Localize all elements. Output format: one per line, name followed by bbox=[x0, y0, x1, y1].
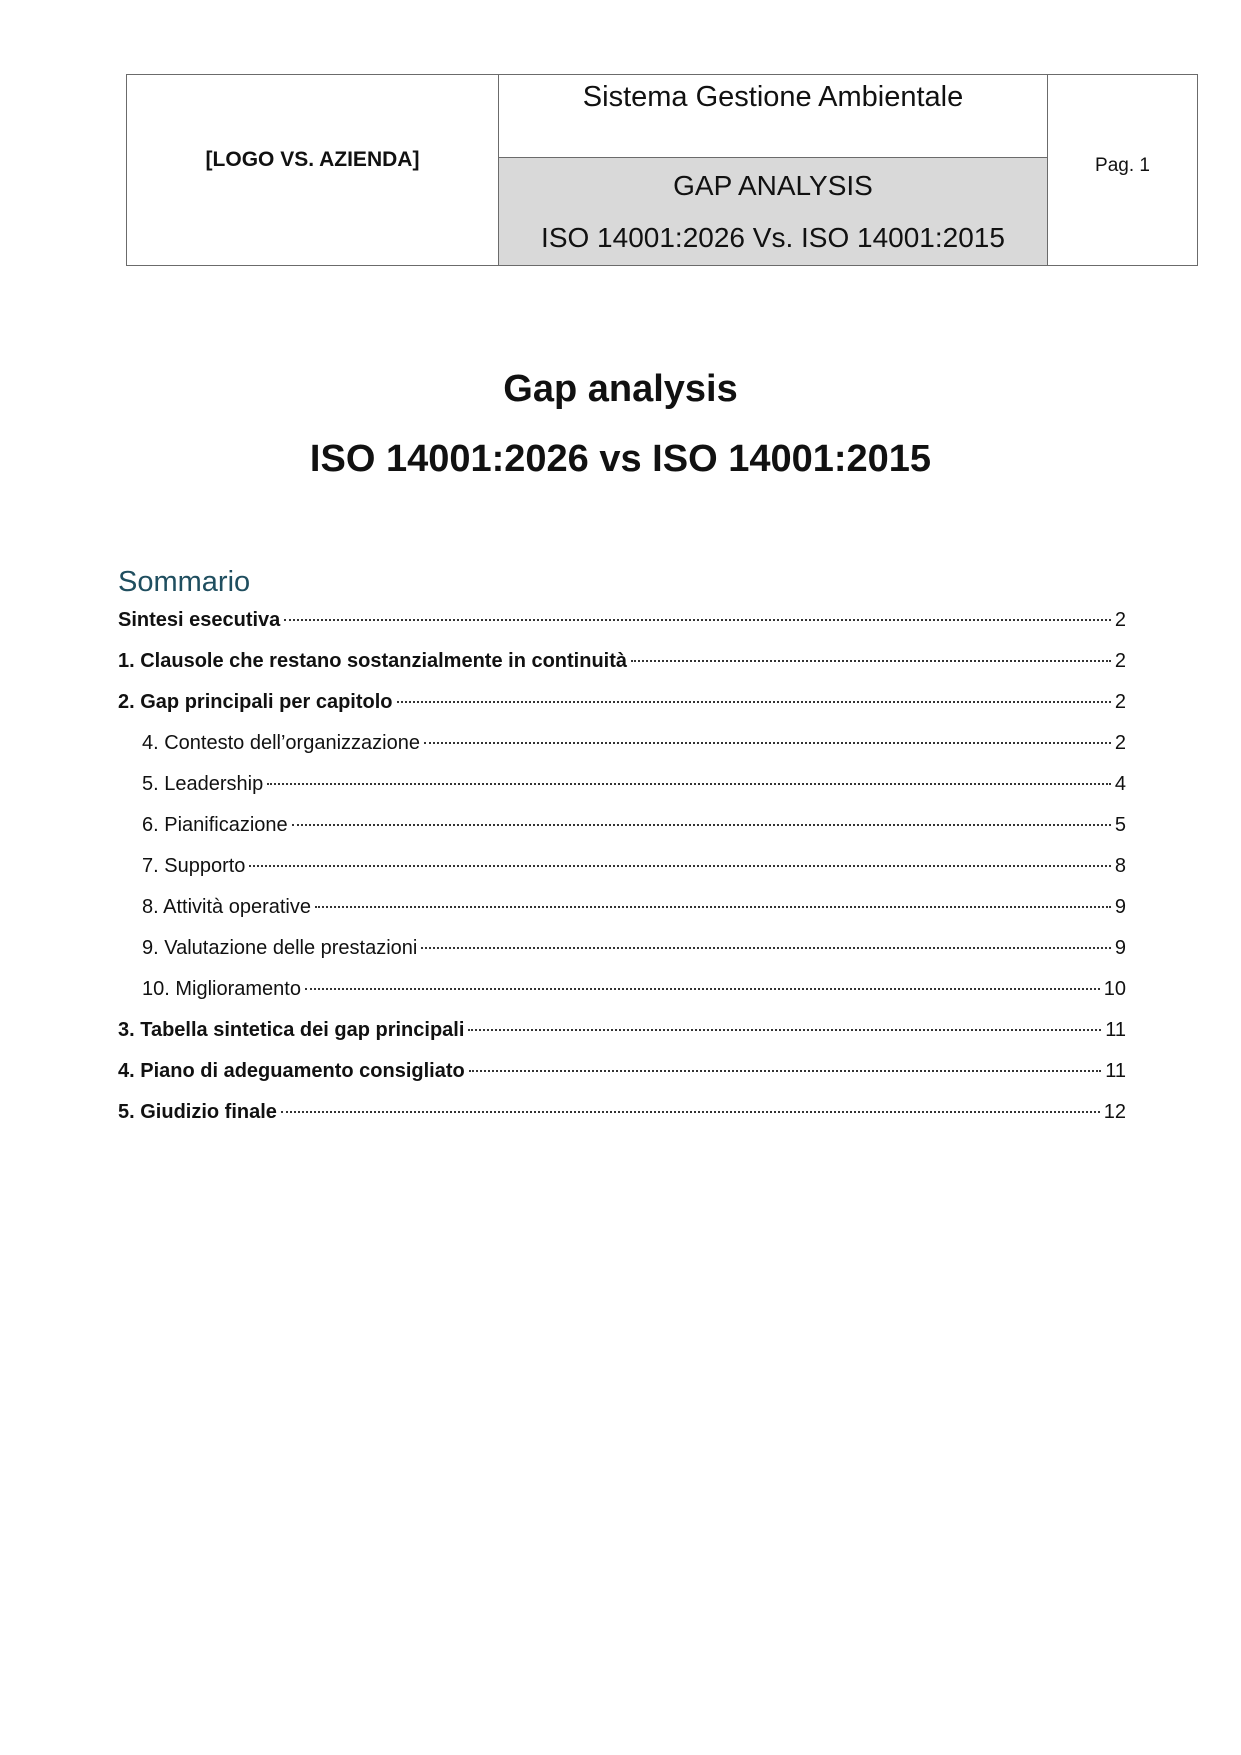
toc-entry-text: 4. Contesto dell’organizzazione bbox=[142, 732, 420, 754]
toc-entry-valutazione-prestazioni[interactable] bbox=[118, 936, 1126, 977]
page-number-cell bbox=[1048, 75, 1198, 266]
toc-entry-piano-adeguamento[interactable] bbox=[118, 1059, 1126, 1100]
toc-entry-text: 5. Giudizio finale bbox=[118, 1101, 277, 1123]
toc-leader-dots bbox=[249, 865, 1110, 867]
toc-leader-dots bbox=[397, 701, 1111, 703]
toc-entry-text: 6. Pianificazione bbox=[142, 814, 288, 836]
toc-entry-page: 9 bbox=[1114, 896, 1126, 918]
toc-entry-text: 2. Gap principali per capitolo bbox=[118, 691, 393, 713]
system-title-cell bbox=[499, 75, 1048, 158]
toc-entry-text: 7. Supporto bbox=[142, 855, 246, 877]
toc-entry-page: 9 bbox=[1114, 937, 1126, 959]
toc-leader-dots bbox=[305, 988, 1100, 990]
toc-entry-text: 1. Clausole che restano sostanzialmente in continuità bbox=[118, 650, 628, 672]
toc-entry-page: 2 bbox=[1114, 691, 1126, 713]
toc-entry-gap-principali[interactable] bbox=[118, 690, 1126, 731]
system-title: Sistema Gestione Ambientale bbox=[582, 81, 964, 113]
toc-leader-dots bbox=[284, 619, 1111, 621]
toc-entry-text: 5. Leadership bbox=[142, 773, 264, 795]
toc-leader-dots bbox=[281, 1111, 1100, 1113]
document-type: GAP ANALYSIS bbox=[673, 169, 873, 201]
toc-entry-supporto[interactable] bbox=[118, 854, 1126, 895]
document-type-cell bbox=[499, 158, 1048, 266]
toc-leader-dots bbox=[424, 742, 1111, 744]
toc-entry-page: 2 bbox=[1114, 609, 1126, 631]
toc-entry-page: 12 bbox=[1103, 1101, 1126, 1123]
toc-entry-text: 9. Valutazione delle prestazioni bbox=[142, 937, 418, 959]
toc-entry-page: 11 bbox=[1105, 1019, 1126, 1041]
toc-entry-contesto[interactable] bbox=[118, 731, 1126, 772]
toc-leader-dots bbox=[468, 1029, 1101, 1031]
table-of-contents bbox=[118, 608, 1126, 1141]
document-subject: ISO 14001:2026 Vs. ISO 14001:2015 bbox=[541, 221, 1005, 253]
toc-entry-text: 4. Piano di adeguamento consigliato bbox=[118, 1060, 465, 1082]
toc-leader-dots bbox=[292, 824, 1111, 826]
document-subtitle: ISO 14001:2026 vs ISO 14001:2015 bbox=[309, 438, 932, 480]
toc-leader-dots bbox=[631, 660, 1111, 662]
toc-entry-text: Sintesi esecutiva bbox=[118, 609, 281, 631]
toc-entry-page: 10 bbox=[1103, 978, 1126, 1000]
toc-entry-page: 2 bbox=[1114, 650, 1126, 672]
toc-entry-giudizio-finale[interactable] bbox=[118, 1100, 1126, 1141]
toc-entry-miglioramento[interactable] bbox=[118, 977, 1126, 1018]
logo-placeholder-cell bbox=[127, 75, 499, 266]
toc-heading: Sommario bbox=[118, 566, 251, 598]
toc-entry-text: 3. Tabella sintetica dei gap principali bbox=[118, 1019, 465, 1041]
document-title: Gap analysis bbox=[503, 368, 738, 410]
toc-entry-leadership[interactable] bbox=[118, 772, 1126, 813]
page-number: Pag. 1 bbox=[1095, 155, 1150, 176]
toc-leader-dots bbox=[315, 906, 1111, 908]
toc-entry-page: 11 bbox=[1105, 1060, 1126, 1082]
toc-entry-pianificazione[interactable] bbox=[118, 813, 1126, 854]
toc-entry-page: 5 bbox=[1114, 814, 1126, 836]
document-header-table bbox=[126, 74, 1198, 266]
toc-leader-dots bbox=[267, 783, 1111, 785]
toc-entry-attivita-operative[interactable] bbox=[118, 895, 1126, 936]
logo-placeholder: [LOGO VS. AZIENDA] bbox=[205, 148, 420, 171]
toc-entry-tabella-sintetica[interactable] bbox=[118, 1018, 1126, 1059]
toc-entry-text: 8. Attività operative bbox=[142, 896, 311, 918]
toc-entry-text: 10. Miglioramento bbox=[142, 978, 301, 1000]
toc-entry-page: 2 bbox=[1114, 732, 1126, 754]
toc-entry-clausole-continuita[interactable] bbox=[118, 649, 1126, 690]
toc-entry-sintesi-esecutiva[interactable] bbox=[118, 608, 1126, 649]
toc-entry-page: 4 bbox=[1114, 773, 1126, 795]
toc-entry-page: 8 bbox=[1114, 855, 1126, 877]
toc-leader-dots bbox=[421, 947, 1111, 949]
toc-leader-dots bbox=[469, 1070, 1102, 1072]
